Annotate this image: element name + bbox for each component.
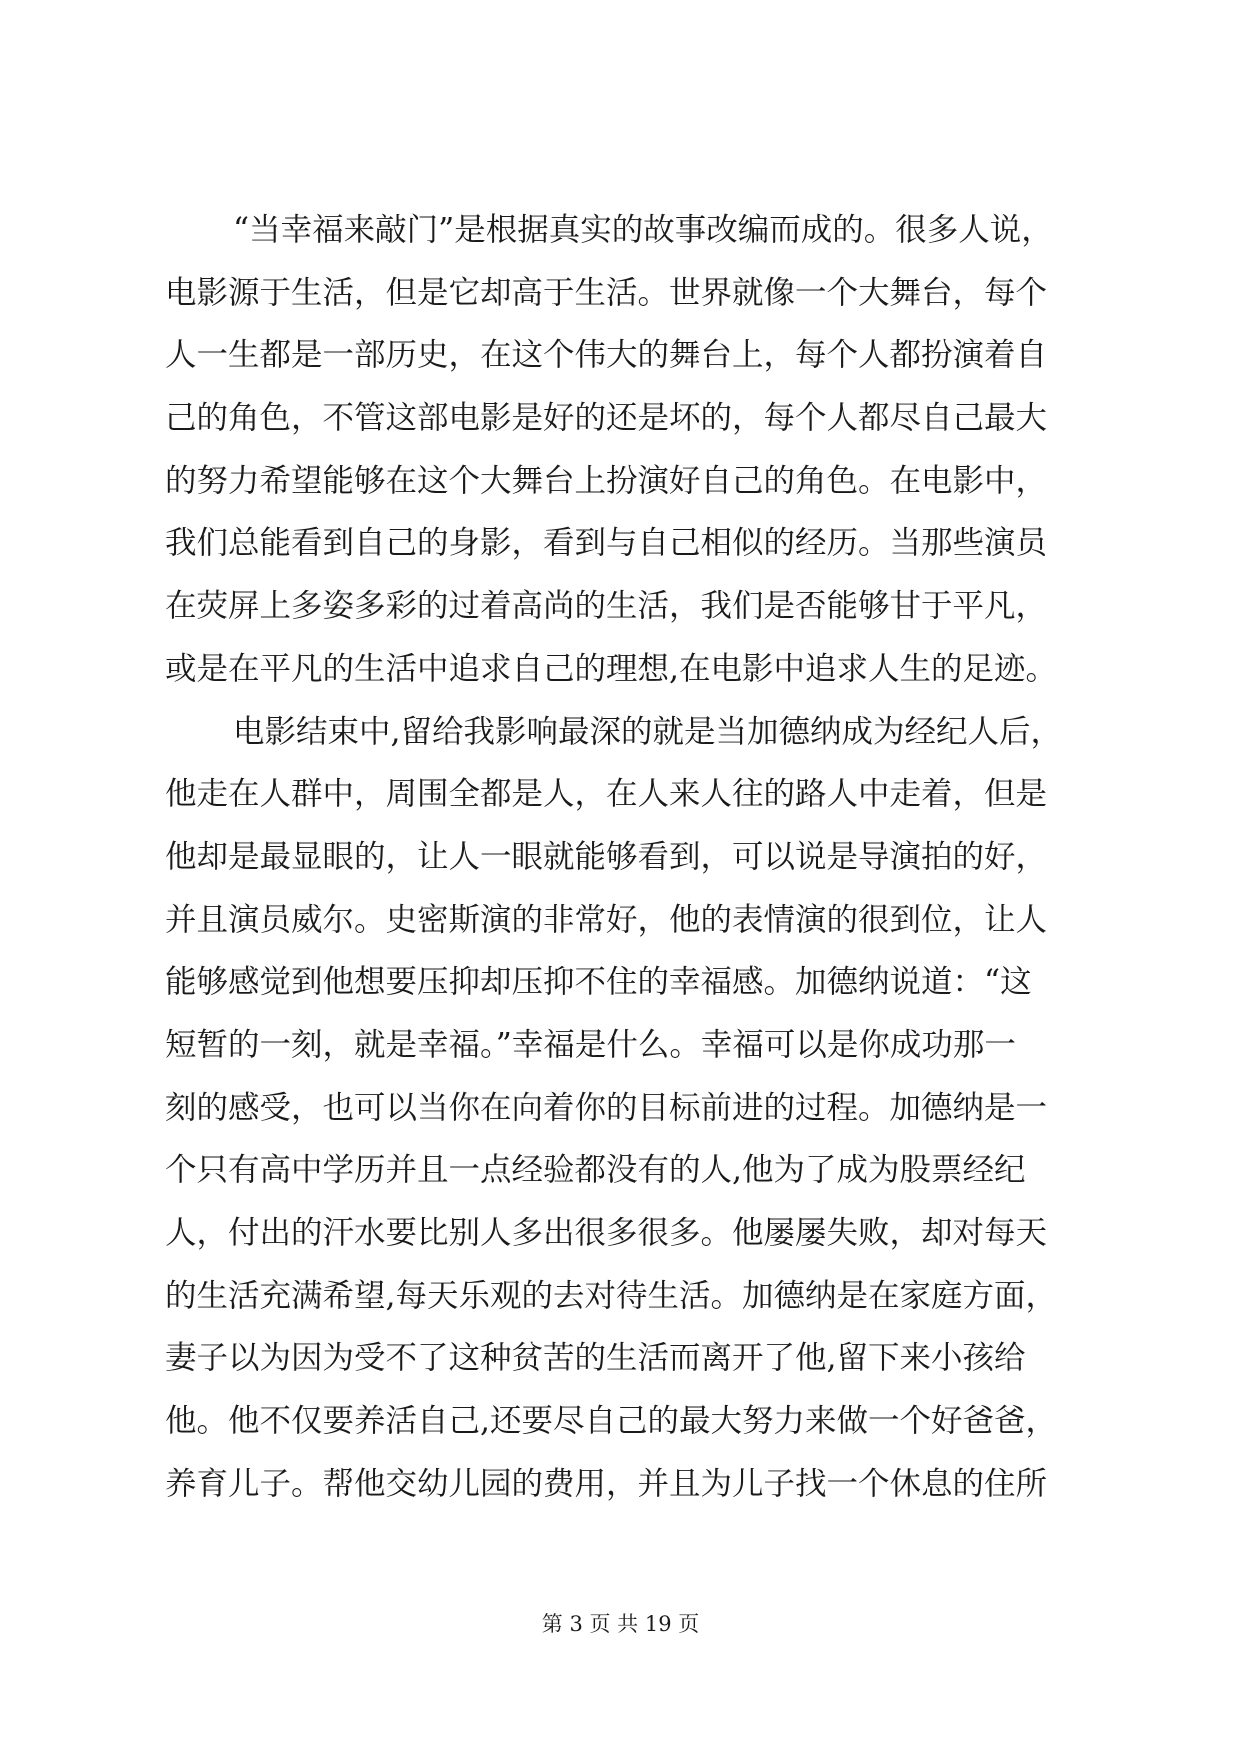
text-line: 电影源于生活，但是它却高于生活。世界就像一个大舞台，每个 <box>165 274 1048 311</box>
text-line: 他走在人群中，周围全都是人，在人来人往的路人中走着，但是 <box>165 776 1048 813</box>
text-line: 己的角色，不管这部电影是好的还是坏的，每个人都尽自己最大 <box>165 400 1048 437</box>
text-line: “当幸福来敲门”是根据真实的故事改编而成的。很多人说， <box>233 212 1053 248</box>
text-line: 能够感觉到他想要压抑却压抑不住的幸福感。加德纳说道：“这 <box>165 964 1032 1001</box>
text-line: 在荧屏上多姿多彩的过着高尚的生活，我们是否能够甘于平凡， <box>165 588 1048 625</box>
text-line: 的努力希望能够在这个大舞台上扮演好自己的角色。在电影中， <box>165 462 1048 499</box>
text-line: 他却是最显眼的，让人一眼就能够看到，可以说是导演拍的好， <box>165 838 1048 875</box>
text-line: 人一生都是一部历史，在这个伟大的舞台上，每个人都扮演着自 <box>165 337 1048 374</box>
text-line: 电影结束中,留给我影响最深的就是当加德纳成为经纪人后， <box>233 713 1063 750</box>
text-line: 个只有高中学历并且一点经验都没有的人,他为了成为股票经纪 <box>165 1152 1026 1189</box>
body-text <box>165 199 1080 1515</box>
page-footer: 第 3 页 共 19 页 <box>541 1612 700 1636</box>
text-line: 或是在平凡的生活中追求自己的理想,在电影中追求人生的足迹。 <box>165 650 1058 687</box>
text-line: 妻子以为因为受不了这种贫苦的生活而离开了他,留下来小孩给 <box>165 1340 1026 1377</box>
text-line: 刻的感受，也可以当你在向着你的目标前进的过程。加德纳是一 <box>165 1089 1048 1126</box>
text-line: 并且演员威尔。史密斯演的非常好，他的表情演的很到位，让人 <box>165 901 1048 938</box>
text-line: 人，付出的汗水要比别人多出很多很多。他屡屡失败，却对每天 <box>165 1215 1048 1251</box>
text-line: 我们总能看到自己的身影，看到与自己相似的经历。当那些演员 <box>165 525 1048 562</box>
text-line: 的生活充满希望,每天乐观的去对待生活。加德纳是在家庭方面， <box>165 1277 1058 1314</box>
text-line: 短暂的一刻，就是幸福。”幸福是什么。幸福可以是你成功那一 <box>165 1026 1016 1063</box>
text-line: 他。他不仅要养活自己,还要尽自己的最大努力来做一个好爸爸， <box>165 1403 1058 1440</box>
text-line: 养育儿子。帮他交幼儿园的费用，并且为儿子找一个休息的住所 <box>165 1465 1048 1502</box>
